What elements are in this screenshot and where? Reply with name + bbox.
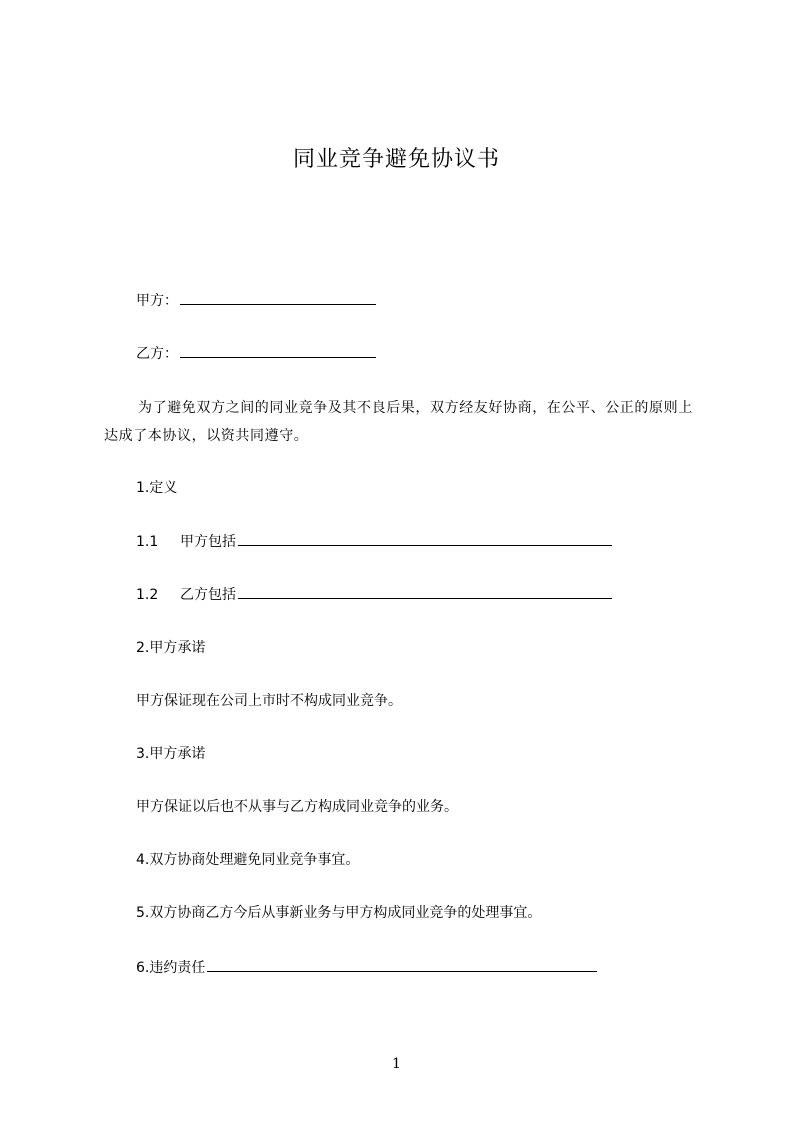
section-4-text: 4.双方协商处理避免同业竞争事宜。	[136, 852, 360, 868]
section-1-1-number: 1.1	[136, 534, 159, 550]
section-1-1-blank	[238, 531, 612, 546]
party-a-label: 甲方：	[136, 293, 178, 309]
section-3-heading: 3.甲方承诺	[136, 746, 206, 762]
party-b-blank	[180, 343, 376, 358]
document-title: 同业竞争避免协议书	[292, 147, 500, 172]
section-1-2-text: 乙方包括	[180, 587, 236, 603]
section-6-blank	[207, 957, 597, 972]
section-2-heading: 2.甲方承诺	[136, 640, 206, 656]
section-6-text: 6.违约责任	[136, 960, 206, 976]
party-b-line	[136, 343, 376, 364]
page-number: 1	[392, 1056, 401, 1072]
party-a-blank	[180, 290, 376, 305]
section-1-2-blank	[238, 584, 612, 599]
section-1-2-line	[136, 584, 612, 605]
section-3-text: 甲方保证以后也不从事与乙方构成同业竞争的业务。	[136, 799, 458, 815]
section-1-1-line	[136, 531, 612, 552]
section-1-2-number: 1.2	[136, 587, 159, 603]
section-1-heading: 1.定义	[136, 480, 178, 496]
section-1-1-text: 甲方包括	[180, 534, 236, 550]
party-b-label: 乙方：	[136, 346, 178, 362]
party-a-line	[136, 290, 376, 311]
section-2-text: 甲方保证现在公司上市时不构成同业竞争。	[136, 693, 402, 709]
preamble-paragraph: 为了避免双方之间的同业竞争及其不良后果，双方经友好协商，在公平、公正的原则上达成了本协议，以资共同遵守。	[104, 400, 693, 444]
section-6-line	[136, 957, 597, 978]
section-5-text: 5.双方协商乙方今后从事新业务与甲方构成同业竞争的处理事宜。	[136, 905, 542, 921]
